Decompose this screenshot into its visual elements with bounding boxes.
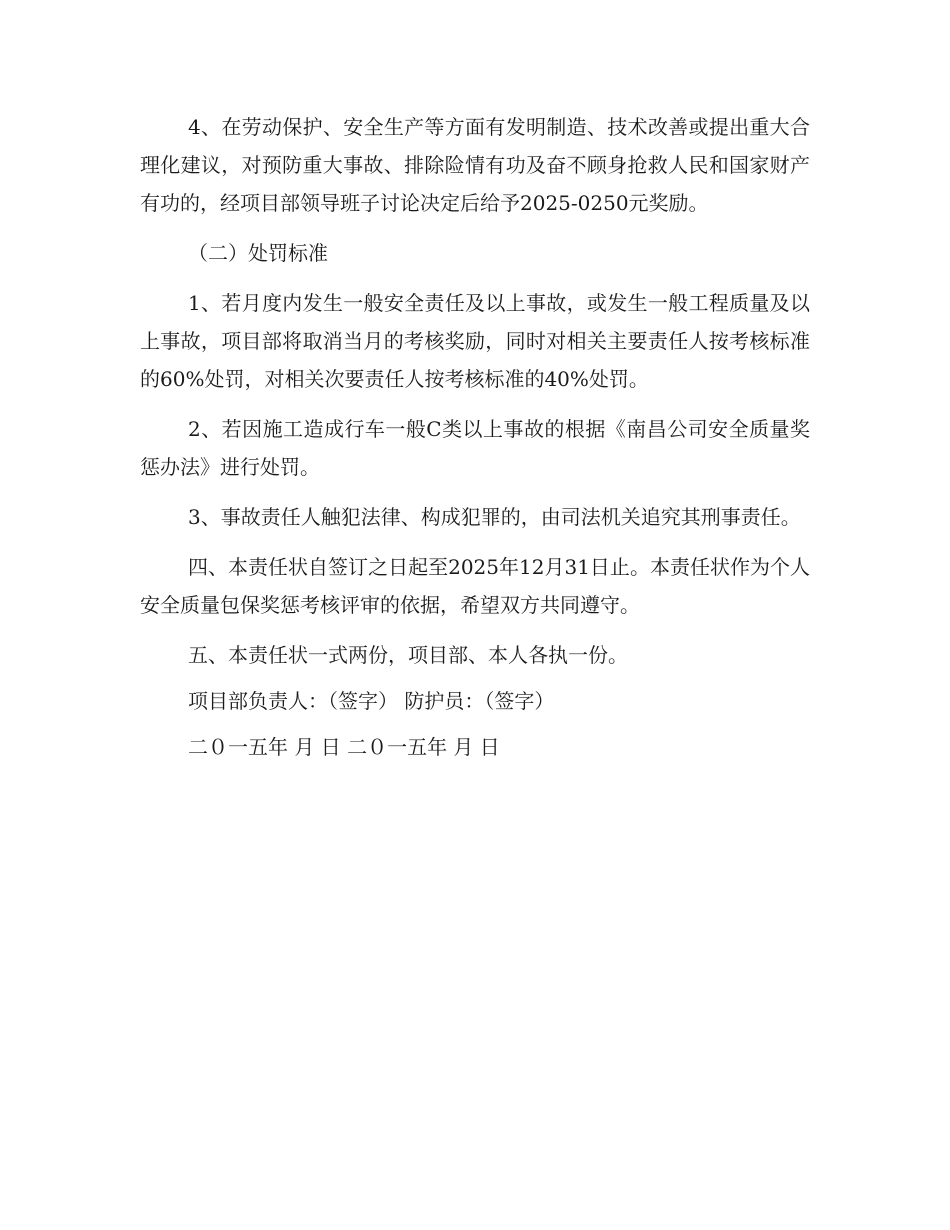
paragraph-penalty-item-3: 3、事故责任人触犯法律、构成犯罪的，由司法机关追究其刑事责任。: [188, 505, 801, 529]
document-page: [140, 108, 810, 774]
paragraph-penalty-item-2: 2、若因施工造成行车一般C类以上事故的根据《南昌公司安全质量奖惩办法》进行处罚。: [140, 417, 810, 479]
signature-line: 项目部负责人：（签字） 防护员：（签字）: [188, 689, 555, 713]
paragraph-reward-item-4: 4、在劳动保护、安全生产等方面有发明制造、技术改善或提出重大合理化建议，对预防重大事故、排除险情有功及奋不顾身抢救人民和国家财产有功的，经项目部领导班子讨论决定后给予2025-0250元奖励。: [140, 115, 810, 215]
section-heading-penalty-standard: （二）处罚标准: [188, 241, 328, 265]
date-line: 二０一五年 月 日 二０一五年 月 日: [188, 735, 500, 759]
paragraph-penalty-item-1: 1、若月度内发生一般安全责任及以上事故，或发生一般工程质量及以上事故，项目部将取消当月的考核奖励，同时对相关主要责任人按考核标准的60%处罚，对相关次要责任人按考核标准的40%处罚。: [140, 291, 810, 391]
paragraph-copies: 五、本责任状一式两份，项目部、本人各执一份。: [188, 643, 628, 667]
paragraph-validity-period: 四、本责任状自签订之日起至2025年12月31日止。本责任状作为个人安全质量包保奖惩考核评审的依据，希望双方共同遵守。: [140, 555, 810, 617]
